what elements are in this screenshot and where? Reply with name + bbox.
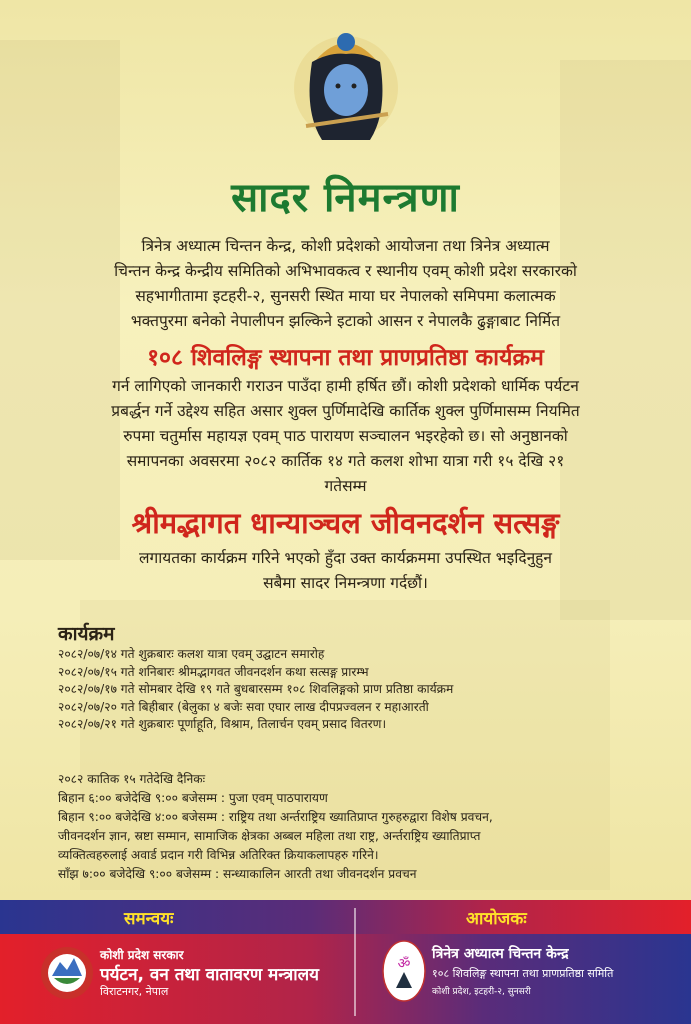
program-item: २०८२/०७/१४ गते शुक्रबारः कलश यात्रा एवम् उद्घाटन समारोह xyxy=(58,647,325,661)
daily-item: व्यक्तित्वहरुलाई अवार्ड प्रदान गरी विभिन्न अतिरिक्त क्रियाकलापहरु गरिने। xyxy=(58,848,379,862)
program-heading: कार्यक्रम xyxy=(58,623,115,645)
program-item: २०८२/०७/२० गते बिहीबार (बेलुका ४ बजेः सवा एघार लाख दीपप्रज्वलन र महाआरती xyxy=(58,699,429,714)
details-line: गतेसम्म xyxy=(324,477,367,495)
intro-paragraph xyxy=(40,234,651,334)
coordinator-address: विराटनगर, नेपाल xyxy=(100,985,169,998)
event-heading-shivalinga: १०८ शिवलिङ्ग स्थापना तथा प्राणप्रतिष्ठा कार्यक्रम xyxy=(147,345,544,371)
details-paragraph xyxy=(40,374,651,499)
coordinator-line1: कोशी प्रदेश सरकार xyxy=(100,948,184,962)
coordinator-ministry: पर्यटन, वन तथा वातावरण मन्त्रालय xyxy=(100,965,320,985)
details-line: रुपमा चतुर्मास महायज्ञ एवम् पाठ पारायण सञ्चालन भइरहेको छ। सो अनुष्ठानको xyxy=(123,427,568,445)
event-heading-satsang: श्रीमद्भागत धान्याञ्चल जीवनदर्शन सत्सङ्ग xyxy=(131,506,560,540)
organizer-logo-icon xyxy=(382,940,426,1002)
intro-line: त्रिनेत्र अध्यात्म चिन्तन केन्द्र, कोशी प्रदेशको आयोजना तथा त्रिनेत्र अध्यात्म xyxy=(141,237,550,255)
intro-line: चिन्तन केन्द्र केन्द्रीय समितिको अभिभावकत्व र स्थानीय एवम् कोशी प्रदेश सरकारको xyxy=(114,262,577,280)
organizer-address: कोशी प्रदेश, इटहरी-२, सुनसरी xyxy=(432,987,531,997)
krishna-image xyxy=(292,22,400,150)
nepal-emblem-icon xyxy=(40,946,94,1000)
daily-item: २०८२ कातिक १५ गतेदेखि दैनिकः xyxy=(58,772,206,786)
program-item: २०८२/०७/२१ गते शुक्रबारः पूर्णाहूति, विश्राम, तिलार्चन एवम् प्रसाद वितरण। xyxy=(58,717,387,731)
footer-label-band xyxy=(0,900,691,934)
closing-line: लगायतका कार्यक्रम गरिने भएको हुँदा उक्त कार्यक्रममा उपस्थित भइदिनुहुन xyxy=(139,549,552,567)
details-line: गर्न लागिएको जानकारी गराउन पाउँदा हामी हर्षित छौं। कोशी प्रदेशको धार्मिक पर्यटन xyxy=(112,377,579,395)
details-line: प्रबर्द्धन गर्ने उद्देश्य सहित असार शुक्ल पुर्णिमादेखि कार्तिक शुक्ल पुर्णिमासम्म नियमित xyxy=(111,402,580,420)
program-list xyxy=(58,646,668,734)
closing-paragraph xyxy=(40,546,651,596)
intro-line: सहभागीतामा इटहरी-२, सुनसरी स्थित माया घर नेपालको समिपमा कलात्मक xyxy=(135,287,556,305)
footer-divider xyxy=(354,908,356,1016)
details-line: समापनका अवसरमा २०८२ कार्तिक १४ गते कलश शोभा यात्रा गरी १५ देखि २१ xyxy=(126,452,565,470)
program-item: २०८२/०७/१५ गते शनिबारः श्रीमद्भागवत जीवनदर्शन कथा सत्सङ्ग प्रारम्भ xyxy=(58,664,369,679)
closing-line: सबैमा सादर निमन्त्रणा गर्दछौं। xyxy=(263,574,428,592)
intro-line: भक्तपुरमा बनेको नेपालीपन झल्किने इटाको आसन र नेपालकै ढुङ्गाबाट निर्मित xyxy=(130,312,561,330)
daily-item: साँझ ७:०० बजेदेखि ९:०० बजेसम्म : सन्ध्याकालिन आरती तथा जीवनदर्शन प्रवचन xyxy=(58,867,417,881)
daily-item: बिहान ९:०० बजेदेखि ४:०० बजेसम्म : राष्ट्रिय तथा अर्न्तराष्ट्रिय ख्यातिप्राप्त गुरुहरुद्वारा विशेष प्रवचन, xyxy=(58,810,493,824)
program-item: २०८२/०७/१७ गते सोमबार देखि १९ गते बुधबारसम्म १०८ शिवलिङ्गको प्राण प्रतिष्ठा कार्यक्रम xyxy=(58,682,454,696)
organizer-label: आयोजकः xyxy=(466,909,527,929)
organizer-committee: १०८ शिवलिङ्ग स्थापना तथा प्राणप्रतिष्ठा समिति xyxy=(432,967,614,980)
organizer-name: त्रिनेत्र अध्यात्म चिन्तन केन्द्र xyxy=(432,946,569,962)
footer xyxy=(0,900,691,1024)
page-title: सादर निमन्त्रणा xyxy=(231,175,460,221)
daily-item: जीवनदर्शन ज्ञान, स्रष्टा सम्मान, सामाजिक क्षेत्रका अब्बल महिला तथा राष्ट्र, अर्न्तराष्ट्रिय ख्यातिप्राप्त xyxy=(58,829,481,843)
daily-schedule xyxy=(58,770,668,884)
svg-text:ॐ: ॐ xyxy=(397,956,411,972)
coordinator-label: समन्वयः xyxy=(124,909,174,929)
daily-item: बिहान ६:०० बजेदेखि ९:०० बजेसम्म : पुजा एवम् पाठपारायण xyxy=(58,791,328,805)
